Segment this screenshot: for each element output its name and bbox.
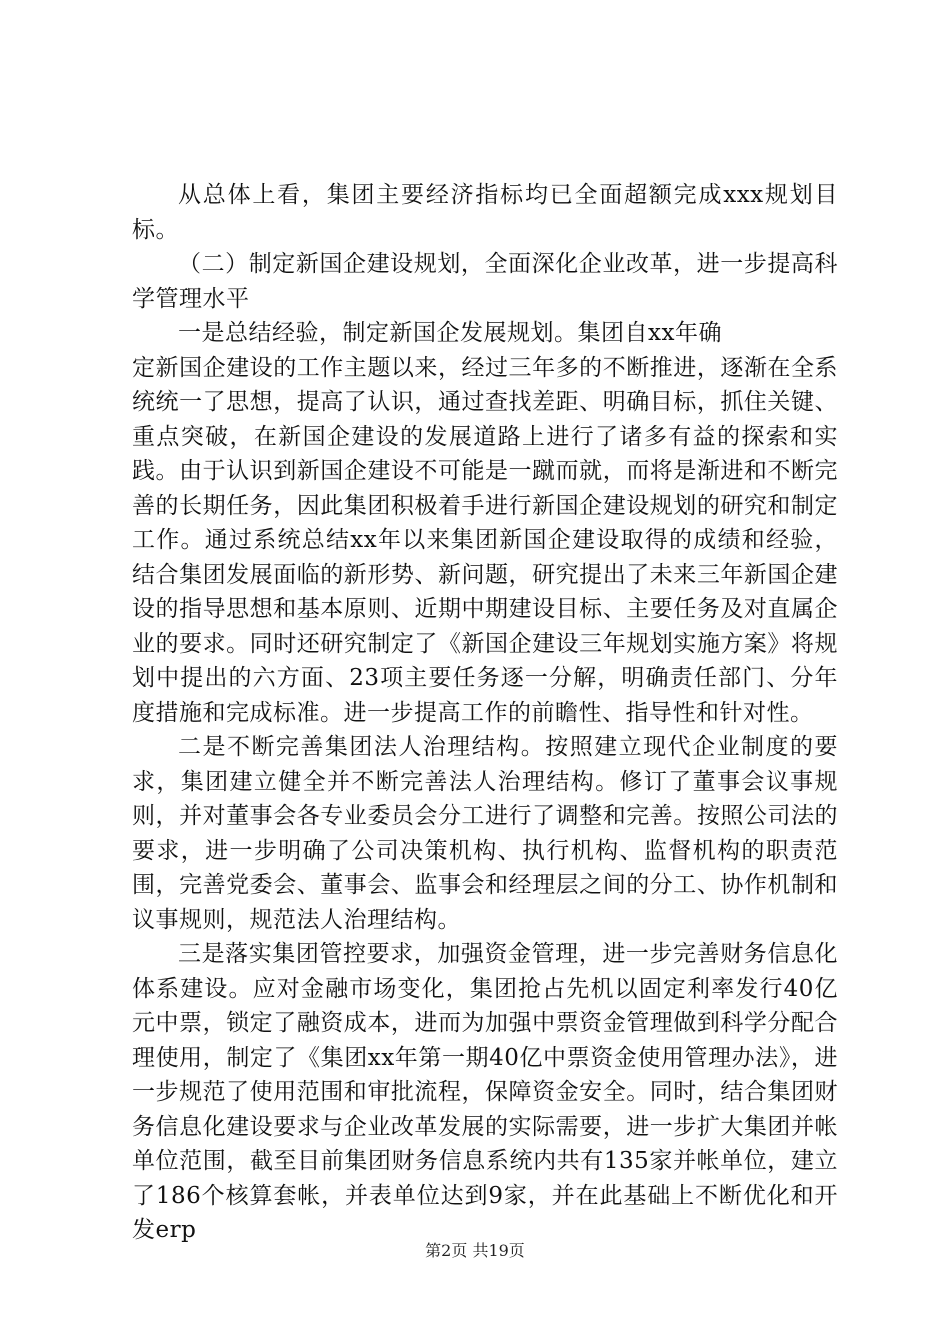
page-number-footer: 第2页 共19页 <box>425 1241 525 1260</box>
paragraph-point-one-body: 定新国企建设的工作主题以来，经过三年多的不断推进，逐渐在全系统统一了思想，提高了认识，通过查找差距、明确目标，抓住关键、重点突破，在新国企建设的发展道路上进行了诸多有益的探索和实践。由于认识到新国企建设不可能是一蹴而就，而将是渐进和不断完善的长期任务，因此集团积极着手进行新国企建设规划的研究和制定工作。通过系统总结xx年以来集团新国企建设取得的成绩和经验，结合集团发展面临的新形势、新问题，研究提出了未来三年新国企建设的指导思想和基本原则、近期中期建设目标、主要任务及对直属企业的要求。同时还研究制定了《新国企建设三年规划实施方案》将规划中提出的六方面、23项主要任务逐一分解，明确责任部门、分年度措施和完成标准。进一步提高工作的前瞻性、指导性和针对性。 <box>132 354 838 726</box>
document-body <box>132 178 838 1248</box>
paragraph-summary: 从总体上看，集团主要经济指标均已全面超额完成xxx规划目标。 <box>132 182 838 243</box>
paragraph-point-one-intro: 一是总结经验，制定新国企发展规划。集团自xx年确 <box>178 320 722 346</box>
paragraph-point-two: 二是不断完善集团法人治理结构。按照建立现代企业制度的要求，集团建立健全并不断完善法人治理结构。修订了董事会议事规则，并对董事会各专业委员会分工进行了调整和完善。按照公司法的要求，进一步明确了公司决策机构、执行机构、监督机构的职责范围，完善党委会、董事会、监事会和经理层之间的分工、协作机制和议事规则，规范法人治理结构。 <box>132 734 838 933</box>
paragraph-section-heading: （二）制定新国企建设规划，全面深化企业改革，进一步提高科学管理水平 <box>132 251 838 312</box>
paragraph-point-three: 三是落实集团管控要求，加强资金管理，进一步完善财务信息化体系建设。应对金融市场变化，集团抢占先机以固定利率发行40亿元中票，锁定了融资成本，进而为加强中票资金管理做到科学分配合理使用，制定了《集团xx年第一期40亿中票资金使用管理办法》，进一步规范了使用范围和审批流程，保障资金安全。同时，结合集团财务信息化建设要求与企业改革发展的实际需要，进一步扩大集团并帐单位范围，截至目前集团财务信息系统内共有135家并帐单位，建立了186个核算套帐，并表单位达到9家，并在此基础上不断优化和开发erp <box>132 941 838 1243</box>
